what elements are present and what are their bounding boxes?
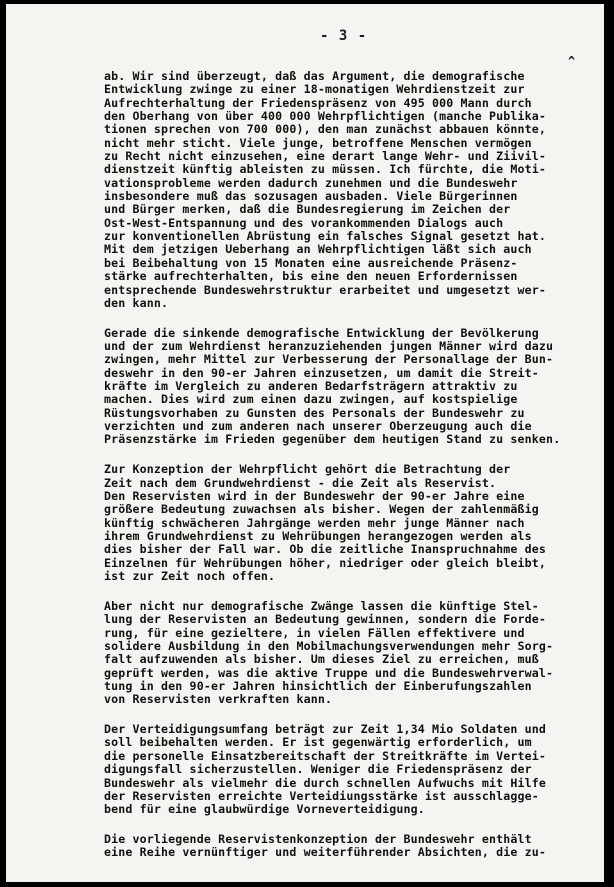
- text-line: Präsenzstärke im Frieden gegenüber dem heutigen Stand zu senken.: [104, 432, 561, 447]
- text-line: Ost-West-Entspannung und des vorankommenden Dialogs auch: [104, 215, 504, 230]
- text-line: Gerade die sinkende demografische Entwicklung der Bevölkerung: [104, 325, 539, 340]
- text-line: tionen sprechen von 700 000), den man zunächst abbauen könnte,: [104, 122, 547, 137]
- corner-mark: ^: [568, 54, 576, 68]
- paragraph-3: [104, 463, 574, 583]
- text-line: rung, für eine gezieltere, in vielen Fällen effektivere und: [104, 625, 525, 640]
- text-line: geprüft werden, was die aktive Truppe und die Bundeswehrverwal-: [104, 665, 554, 680]
- text-line: Den Reservisten wird in der Bundeswehr der 90-er Jahre eine: [104, 488, 525, 503]
- text-line: Bundeswehr als vielmehr die durch schnellen Aufwuchs mit Hilfe: [104, 775, 547, 790]
- text-line: von Reservisten verkraften kann.: [104, 692, 333, 707]
- paragraph-4: [104, 600, 574, 707]
- text-line: soll beibehalten werden. Er ist gegenwärtig erforderlich, um: [104, 735, 532, 750]
- text-line: Der Verteidigungsumfang beträgt zur Zeit 1,34 Mio Soldaten und: [104, 722, 547, 737]
- text-line: digungsfall sicherzustellen. Weniger die Friedenspräsenz der: [104, 762, 532, 777]
- text-line: Einzelnen für Wehrübungen höher, niedriger oder gleich bleibt,: [104, 555, 547, 570]
- text-line: ihrem Grundwehrdienst zu Wehrübungen herangezogen werden als: [104, 529, 532, 543]
- text-line: Mit dem jetzigen Ueberhang an Wehrpflichtigen läßt sich auch: [104, 242, 532, 257]
- paragraph-5: [104, 723, 574, 816]
- text-line: künftig schwächeren Jahrgänge werden mehr junge Männer nach: [104, 515, 525, 530]
- text-line: Die vorliegende Reservistenkonzeption der Bundeswehr enthält: [104, 832, 532, 847]
- text-line: machen. Dies wird zum einen dazu zwingen, auf kostspielige: [104, 392, 518, 407]
- text-line: ist zur Zeit noch offen.: [104, 569, 276, 584]
- text-line: lung der Reservisten an Bedeutung gewinnen, sondern die Forde-: [104, 612, 547, 627]
- text-line: vationsprobleme werden dadurch zunehmen und die Bundeswehr: [104, 175, 518, 190]
- text-line: nicht mehr sticht. Viele junge, betroffene Menschen vermögen: [104, 135, 532, 150]
- text-line: dies bisher der Fall war. Ob die zeitliche Inanspruchnahme des: [104, 542, 547, 557]
- paragraph-6: [104, 833, 574, 860]
- text-line: der Reservisten erreichte Verteidiungsstärke ist ausschlagge-: [104, 788, 539, 803]
- text-line: Rüstungsvorhaben zu Gunsten des Personals der Bundeswehr zu: [104, 405, 525, 420]
- text-line: solidere Ausbildung in den Mobilmachungsverwendungen mehr Sorg-: [104, 638, 554, 653]
- page-number: - 3 -: [320, 28, 368, 44]
- text-line: Zur Konzeption der Wehrpflicht gehört die Betrachtung der: [104, 462, 511, 477]
- text-line: zur konventionellen Abrüstung ein falsches Signal gesetzt hat.: [104, 229, 547, 244]
- text-line: Aber nicht nur demografische Zwänge lassen die künftige Stel-: [104, 598, 539, 613]
- text-line: zu Recht nicht einzusehen, eine derart lange Wehr- und Ziivil-: [104, 149, 547, 164]
- text-line: tung in den 90-er Jahren hinsichtlich der Einberufungszahlen: [104, 678, 532, 693]
- text-line: und der zum Wehrdienst heranzuziehenden jungen Männer wird dazu: [104, 339, 554, 354]
- text-line: bend für eine glaubwürdige Vorneverteidigung.: [104, 802, 425, 817]
- text-line: entsprechende Bundeswehrstruktur erarbeitet und umgesetzt wer-: [104, 282, 547, 297]
- text-line: dienstzeit künftig ableisten zu müssen. Ich fürchte, die Moti-: [104, 162, 547, 177]
- text-line: kräfte im Vergleich zu anderen Bedarfsträgern attraktiv zu: [104, 379, 518, 394]
- text-line: stärke aufrechterhalten, bis eine den neuen Erfordernissen: [104, 269, 518, 284]
- text-line: und Bürger merken, daß die Bundesregierung im Zeichen der: [104, 202, 511, 217]
- text-line: insbesondere muß das sozusagen ausbaden. Viele Bürgerinnen: [104, 189, 518, 204]
- text-line: Zeit nach dem Grundwehrdienst - die Zeit als Reservist.: [104, 475, 497, 490]
- text-line: die personelle Einsatzbereitschaft der Streitkräfte im Vertei-: [104, 748, 547, 763]
- text-line: zwingen, mehr Mittel zur Verbesserung der Personallage der Bun-: [104, 352, 554, 367]
- text-line: den kann.: [104, 295, 169, 310]
- text-line: verzichten und zum anderen nach unserer Oberzeugung auch die: [104, 419, 532, 434]
- text-line: Entwicklung zwinge zu einer 18-monatigen Wehrdienstzeit zur: [104, 82, 525, 97]
- text-line: deswehr in den 90-er Jahren einzusetzen, um damit die Streit-: [104, 365, 539, 380]
- body-text: [104, 70, 574, 876]
- text-line: größere Bedeutung zuwachsen als bisher. Wegen der zahlenmäßig: [104, 502, 539, 517]
- paragraph-2: [104, 327, 574, 447]
- text-line: Aufrechterhaltung der Friedenspräsenz von 495 000 Mann durch: [104, 95, 532, 110]
- text-line: bei Beibehaltung von 15 Monaten eine ausreichende Präsenz-: [104, 255, 518, 270]
- paragraph-1: [104, 70, 574, 310]
- text-line: ab. Wir sind überzeugt, daß das Argument, die demografische: [104, 69, 525, 83]
- text-line: den Oberhang von über 400 000 Wehrpflichtigen (manche Publika-: [104, 109, 547, 124]
- text-line: falt aufzuwenden als bisher. Um dieses Ziel zu erreichen, muß: [104, 652, 539, 667]
- text-line: eine Reihe vernünftiger und weiterführender Absichten, die zu-: [104, 845, 547, 860]
